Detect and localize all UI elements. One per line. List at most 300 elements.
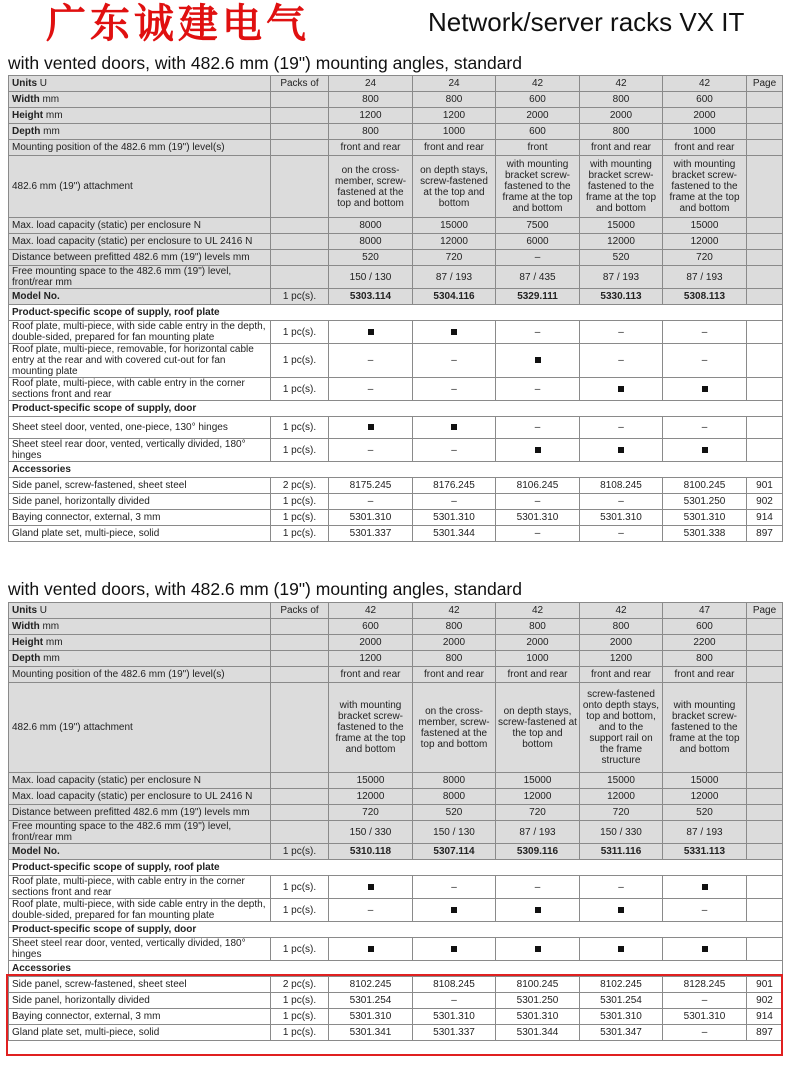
page-title: Network/server racks VX IT: [428, 7, 745, 37]
value-cell: front and rear: [413, 667, 496, 683]
table-row: [9, 993, 783, 1009]
value-cell: 5330.113: [580, 289, 663, 305]
value-cell: 5307.114: [413, 844, 496, 860]
table-row: [9, 773, 783, 789]
page-cell: [747, 92, 783, 108]
row-label: [9, 289, 271, 305]
table-2-subtitle: with vented doors, with 482.6 mm (19") mounting angles, standard: [8, 579, 522, 599]
value-cell: 12000: [663, 789, 747, 805]
section-header-row: [9, 462, 783, 478]
value-cell: 42: [496, 603, 580, 619]
value-cell: on the cross-member, screw-fastened at the top and bottom: [413, 683, 496, 773]
row-label: [9, 844, 271, 860]
included-square-icon: [535, 907, 541, 913]
value-cell: 2000: [663, 108, 747, 124]
row-label-unit: U: [37, 605, 47, 616]
row-label: 482.6 mm (19") attachment: [9, 156, 271, 218]
table-row: [9, 510, 783, 526]
value-cell: 5301.310: [496, 1009, 580, 1025]
included-square-icon: [451, 424, 457, 430]
row-label-name: Depth: [12, 653, 41, 664]
value-cell: on the cross-member, screw-fastened at the top and bottom: [329, 156, 413, 218]
table-row: [9, 494, 783, 510]
included-mark-cell: [496, 344, 580, 378]
value-cell: –: [496, 321, 580, 344]
value-cell: 720: [663, 250, 747, 266]
page-cell: [747, 439, 783, 462]
value-cell: –: [413, 344, 496, 378]
value-cell: on depth stays, screw-fastened at the top and bottom: [496, 683, 580, 773]
value-cell: –: [580, 526, 663, 542]
included-square-icon: [618, 386, 624, 392]
value-cell: front and rear: [413, 140, 496, 156]
table-row: [9, 683, 783, 773]
table-row: [9, 156, 783, 218]
packs-cell: 1 pc(s).: [271, 526, 329, 542]
table-row: [9, 821, 783, 844]
included-square-icon: [451, 907, 457, 913]
page-cell: [747, 635, 783, 651]
value-cell: –: [413, 993, 496, 1009]
value-cell: 8108.245: [413, 977, 496, 993]
row-label: [9, 92, 271, 108]
included-square-icon: [702, 386, 708, 392]
value-cell: 15000: [580, 218, 663, 234]
packs-cell: [271, 667, 329, 683]
included-mark-cell: [329, 417, 413, 439]
value-cell: 5301.310: [580, 510, 663, 526]
packs-cell: [271, 683, 329, 773]
row-label: Side panel, horizontally divided: [9, 993, 271, 1009]
table-row: [9, 92, 783, 108]
value-cell: 42: [496, 76, 580, 92]
value-cell: 5301.341: [329, 1025, 413, 1041]
value-cell: 12000: [496, 789, 580, 805]
included-square-icon: [618, 907, 624, 913]
value-cell: 12000: [663, 234, 747, 250]
page-cell: [747, 938, 783, 961]
packs-cell: 1 pc(s).: [271, 344, 329, 378]
value-cell: 2000: [329, 635, 413, 651]
value-cell: –: [496, 378, 580, 401]
page-cell: [747, 773, 783, 789]
value-cell: 2000: [413, 635, 496, 651]
section-title: Product-specific scope of supply, door: [9, 401, 783, 417]
value-cell: 87 / 193: [496, 821, 580, 844]
table-row: [9, 108, 783, 124]
included-square-icon: [368, 424, 374, 430]
section-header-row: [9, 922, 783, 938]
value-cell: 47: [663, 603, 747, 619]
row-label: Sheet steel rear door, vented, vertically divided, 180° hinges: [9, 439, 271, 462]
value-cell: 8108.245: [580, 478, 663, 494]
packs-cell: 1 pc(s).: [271, 876, 329, 899]
value-cell: –: [496, 250, 580, 266]
value-cell: –: [663, 993, 747, 1009]
included-mark-cell: [329, 321, 413, 344]
value-cell: 720: [413, 250, 496, 266]
value-cell: 520: [413, 805, 496, 821]
row-label-unit: mm: [43, 110, 63, 121]
row-label: Baying connector, external, 3 mm: [9, 1009, 271, 1025]
page-cell: [747, 266, 783, 289]
value-cell: front and rear: [663, 140, 747, 156]
included-square-icon: [368, 329, 374, 335]
included-square-icon: [618, 447, 624, 453]
value-cell: 15000: [329, 773, 413, 789]
row-label: Roof plate, multi-piece, removable, for horizontal cable entry at the rear and with covered cut-out for fan mounting plate: [9, 344, 271, 378]
section-header-row: [9, 305, 783, 321]
table-row: [9, 1009, 783, 1025]
value-cell: 800: [496, 619, 580, 635]
value-cell: –: [580, 344, 663, 378]
packs-cell: [271, 789, 329, 805]
value-cell: 12000: [413, 234, 496, 250]
table-row: [9, 789, 783, 805]
row-label: [9, 108, 271, 124]
row-label: Sheet steel door, vented, one-piece, 130° hinges: [9, 417, 271, 439]
row-label-unit: mm: [40, 126, 60, 137]
table-row: [9, 844, 783, 860]
value-cell: 5304.116: [413, 289, 496, 305]
section-title: Accessories: [9, 961, 783, 977]
value-cell: 800: [580, 619, 663, 635]
included-mark-cell: [580, 439, 663, 462]
row-label: Max. load capacity (static) per enclosure to UL 2416 N: [9, 234, 271, 250]
value-cell: with mounting bracket screw-fastened to the frame at the top and bottom: [663, 156, 747, 218]
value-cell: 24: [413, 76, 496, 92]
value-cell: 8102.245: [580, 977, 663, 993]
packs-cell: [271, 156, 329, 218]
row-label: Baying connector, external, 3 mm: [9, 510, 271, 526]
section-header-row: [9, 860, 783, 876]
row-label-name: Height: [12, 637, 44, 648]
row-label: Roof plate, multi-piece, with side cable entry in the depth, double-sided, prepared for fan mounting plate: [9, 899, 271, 922]
value-cell: 87 / 193: [413, 266, 496, 289]
value-cell: 24: [329, 76, 413, 92]
row-label: 482.6 mm (19") attachment: [9, 683, 271, 773]
value-cell: 5303.114: [329, 289, 413, 305]
section-header-row: [9, 961, 783, 977]
value-cell: 42: [663, 76, 747, 92]
table-row: [9, 899, 783, 922]
table-row: [9, 140, 783, 156]
table-row: [9, 619, 783, 635]
included-mark-cell: [663, 938, 747, 961]
page-cell: Page: [747, 603, 783, 619]
page-cell: [747, 124, 783, 140]
value-cell: 800: [580, 92, 663, 108]
table-row: [9, 250, 783, 266]
packs-cell: 1 pc(s).: [271, 993, 329, 1009]
page-cell: [747, 417, 783, 439]
value-cell: 42: [580, 603, 663, 619]
row-label-name: Width: [12, 94, 40, 105]
value-cell: 520: [663, 805, 747, 821]
value-cell: 42: [329, 603, 413, 619]
value-cell: 5301.250: [663, 494, 747, 510]
row-label-name: Height: [12, 110, 44, 121]
table-row: [9, 321, 783, 344]
row-label-unit: U: [37, 78, 47, 89]
table-row: [9, 439, 783, 462]
value-cell: 520: [580, 250, 663, 266]
value-cell: 5301.254: [580, 993, 663, 1009]
packs-cell: [271, 805, 329, 821]
table-row: [9, 218, 783, 234]
page-cell: [747, 844, 783, 860]
packs-cell: 1 pc(s).: [271, 289, 329, 305]
value-cell: –: [329, 344, 413, 378]
value-cell: with mounting bracket screw-fastened to the frame at the top and bottom: [329, 683, 413, 773]
value-cell: 5301.337: [329, 526, 413, 542]
row-label: Distance between prefitted 482.6 mm (19") levels mm: [9, 805, 271, 821]
value-cell: 87 / 435: [496, 266, 580, 289]
value-cell: 2000: [496, 108, 580, 124]
table-row: [9, 938, 783, 961]
value-cell: 7500: [496, 218, 580, 234]
value-cell: 12000: [580, 789, 663, 805]
value-cell: –: [496, 876, 580, 899]
packs-cell: [271, 619, 329, 635]
included-mark-cell: [663, 439, 747, 462]
value-cell: 800: [413, 92, 496, 108]
table-row: [9, 635, 783, 651]
value-cell: 87 / 193: [663, 821, 747, 844]
value-cell: 42: [580, 76, 663, 92]
table-row: [9, 378, 783, 401]
page-cell: [747, 140, 783, 156]
packs-cell: [271, 635, 329, 651]
value-cell: 5301.338: [663, 526, 747, 542]
value-cell: 5301.337: [413, 1025, 496, 1041]
value-cell: front and rear: [329, 140, 413, 156]
included-mark-cell: [496, 899, 580, 922]
section-title: Product-specific scope of supply, roof plate: [9, 860, 783, 876]
packs-cell: 1 pc(s).: [271, 1009, 329, 1025]
page-cell: [747, 876, 783, 899]
page-cell: [747, 651, 783, 667]
value-cell: 8000: [329, 234, 413, 250]
table-row: [9, 603, 783, 619]
table-row: [9, 526, 783, 542]
value-cell: –: [329, 378, 413, 401]
row-label: [9, 603, 271, 619]
row-label-name: Model No.: [12, 846, 60, 857]
value-cell: 5301.310: [663, 1009, 747, 1025]
packs-cell: 1 pc(s).: [271, 494, 329, 510]
row-label: Roof plate, multi-piece, with cable entry in the corner sections front and rear: [9, 876, 271, 899]
value-cell: 5301.250: [496, 993, 580, 1009]
value-cell: 5309.116: [496, 844, 580, 860]
included-mark-cell: [580, 938, 663, 961]
value-cell: 150 / 330: [580, 821, 663, 844]
value-cell: –: [413, 494, 496, 510]
value-cell: –: [663, 899, 747, 922]
page-cell: [747, 619, 783, 635]
row-label: Free mounting space to the 482.6 mm (19") level, front/rear mm: [9, 266, 271, 289]
value-cell: 5301.310: [329, 510, 413, 526]
packs-cell: [271, 266, 329, 289]
packs-cell: [271, 108, 329, 124]
value-cell: –: [580, 321, 663, 344]
row-label: [9, 651, 271, 667]
value-cell: –: [663, 1025, 747, 1041]
value-cell: –: [413, 439, 496, 462]
value-cell: –: [663, 344, 747, 378]
included-mark-cell: [496, 938, 580, 961]
value-cell: front and rear: [329, 667, 413, 683]
page-cell: 901: [747, 977, 783, 993]
included-mark-cell: [663, 378, 747, 401]
value-cell: 2000: [580, 635, 663, 651]
table-row: [9, 1025, 783, 1041]
value-cell: 720: [329, 805, 413, 821]
row-label: Mounting position of the 482.6 mm (19") level(s): [9, 140, 271, 156]
value-cell: 5310.118: [329, 844, 413, 860]
page-cell: [747, 321, 783, 344]
value-cell: 5301.310: [413, 510, 496, 526]
page-cell: [747, 234, 783, 250]
row-label: Roof plate, multi-piece, with side cable entry in the depth, double-sided, prepared for fan mounting plate: [9, 321, 271, 344]
value-cell: 2000: [496, 635, 580, 651]
included-square-icon: [535, 447, 541, 453]
value-cell: 800: [413, 651, 496, 667]
value-cell: 150 / 130: [413, 821, 496, 844]
value-cell: screw-fastened onto depth stays, top and bottom, and to the support rail on the frame structure: [580, 683, 663, 773]
packs-cell: [271, 234, 329, 250]
value-cell: 150 / 130: [329, 266, 413, 289]
packs-cell: 2 pc(s).: [271, 478, 329, 494]
value-cell: –: [329, 494, 413, 510]
table-row: [9, 805, 783, 821]
value-cell: –: [496, 494, 580, 510]
value-cell: 8128.245: [663, 977, 747, 993]
page-cell: [747, 344, 783, 378]
value-cell: 5301.344: [496, 1025, 580, 1041]
table-row: [9, 876, 783, 899]
table-row: [9, 234, 783, 250]
value-cell: front: [496, 140, 580, 156]
value-cell: 5301.310: [496, 510, 580, 526]
value-cell: 5301.310: [413, 1009, 496, 1025]
value-cell: 800: [663, 651, 747, 667]
page-cell: [747, 821, 783, 844]
value-cell: 600: [496, 124, 580, 140]
value-cell: 720: [580, 805, 663, 821]
included-square-icon: [702, 946, 708, 952]
section-title: Product-specific scope of supply, roof plate: [9, 305, 783, 321]
value-cell: 8000: [413, 789, 496, 805]
packs-cell: 1 pc(s).: [271, 321, 329, 344]
section-title: Product-specific scope of supply, door: [9, 922, 783, 938]
page-cell: [747, 667, 783, 683]
value-cell: 8000: [329, 218, 413, 234]
included-mark-cell: [329, 938, 413, 961]
packs-cell: [271, 250, 329, 266]
page-cell: 897: [747, 526, 783, 542]
value-cell: 5301.344: [413, 526, 496, 542]
page-cell: [747, 108, 783, 124]
page-cell: [747, 789, 783, 805]
value-cell: 8100.245: [663, 478, 747, 494]
value-cell: front and rear: [580, 140, 663, 156]
row-label-name: Model No.: [12, 291, 60, 302]
row-label: Max. load capacity (static) per enclosure N: [9, 218, 271, 234]
row-label: Side panel, horizontally divided: [9, 494, 271, 510]
value-cell: 2200: [663, 635, 747, 651]
value-cell: 8102.245: [329, 977, 413, 993]
section-title: Accessories: [9, 462, 783, 478]
row-label-name: Units: [12, 605, 37, 616]
packs-cell: 1 pc(s).: [271, 417, 329, 439]
value-cell: 2000: [580, 108, 663, 124]
value-cell: front and rear: [580, 667, 663, 683]
row-label: Side panel, screw-fastened, sheet steel: [9, 977, 271, 993]
row-label: [9, 124, 271, 140]
value-cell: 800: [329, 92, 413, 108]
value-cell: 15000: [413, 218, 496, 234]
value-cell: 600: [496, 92, 580, 108]
row-label-unit: mm: [39, 621, 60, 632]
included-square-icon: [368, 884, 374, 890]
row-label: Max. load capacity (static) per enclosure N: [9, 773, 271, 789]
page-cell: 914: [747, 510, 783, 526]
value-cell: 5331.113: [663, 844, 747, 860]
value-cell: 720: [496, 805, 580, 821]
packs-cell: [271, 124, 329, 140]
page-cell: 914: [747, 1009, 783, 1025]
spec-table-1: [8, 75, 783, 542]
value-cell: front and rear: [496, 667, 580, 683]
value-cell: 5301.310: [329, 1009, 413, 1025]
value-cell: 1200: [329, 108, 413, 124]
brand-logo-text: 广东诚建电气: [46, 0, 310, 47]
value-cell: 15000: [663, 773, 747, 789]
page-cell: 897: [747, 1025, 783, 1041]
page-cell: 902: [747, 993, 783, 1009]
included-square-icon: [618, 946, 624, 952]
packs-cell: 2 pc(s).: [271, 977, 329, 993]
value-cell: 8100.245: [496, 977, 580, 993]
value-cell: 150 / 330: [329, 821, 413, 844]
value-cell: 800: [580, 124, 663, 140]
included-mark-cell: [496, 439, 580, 462]
included-mark-cell: [413, 321, 496, 344]
row-label: Free mounting space to the 482.6 mm (19") level, front/rear mm: [9, 821, 271, 844]
value-cell: 600: [663, 619, 747, 635]
value-cell: 87 / 193: [663, 266, 747, 289]
page-cell: [747, 378, 783, 401]
packs-cell: [271, 218, 329, 234]
included-mark-cell: [413, 417, 496, 439]
value-cell: –: [580, 494, 663, 510]
row-label-name: Units: [12, 78, 37, 89]
row-label: Distance between prefitted 482.6 mm (19") levels mm: [9, 250, 271, 266]
row-label-name: Width: [12, 621, 40, 632]
value-cell: 600: [663, 92, 747, 108]
included-mark-cell: [580, 899, 663, 922]
included-square-icon: [451, 946, 457, 952]
value-cell: 8175.245: [329, 478, 413, 494]
value-cell: 8176.245: [413, 478, 496, 494]
row-label-unit: mm: [43, 637, 63, 648]
included-square-icon: [535, 946, 541, 952]
page-cell: [747, 899, 783, 922]
table-row: [9, 417, 783, 439]
value-cell: –: [580, 876, 663, 899]
value-cell: 5311.116: [580, 844, 663, 860]
